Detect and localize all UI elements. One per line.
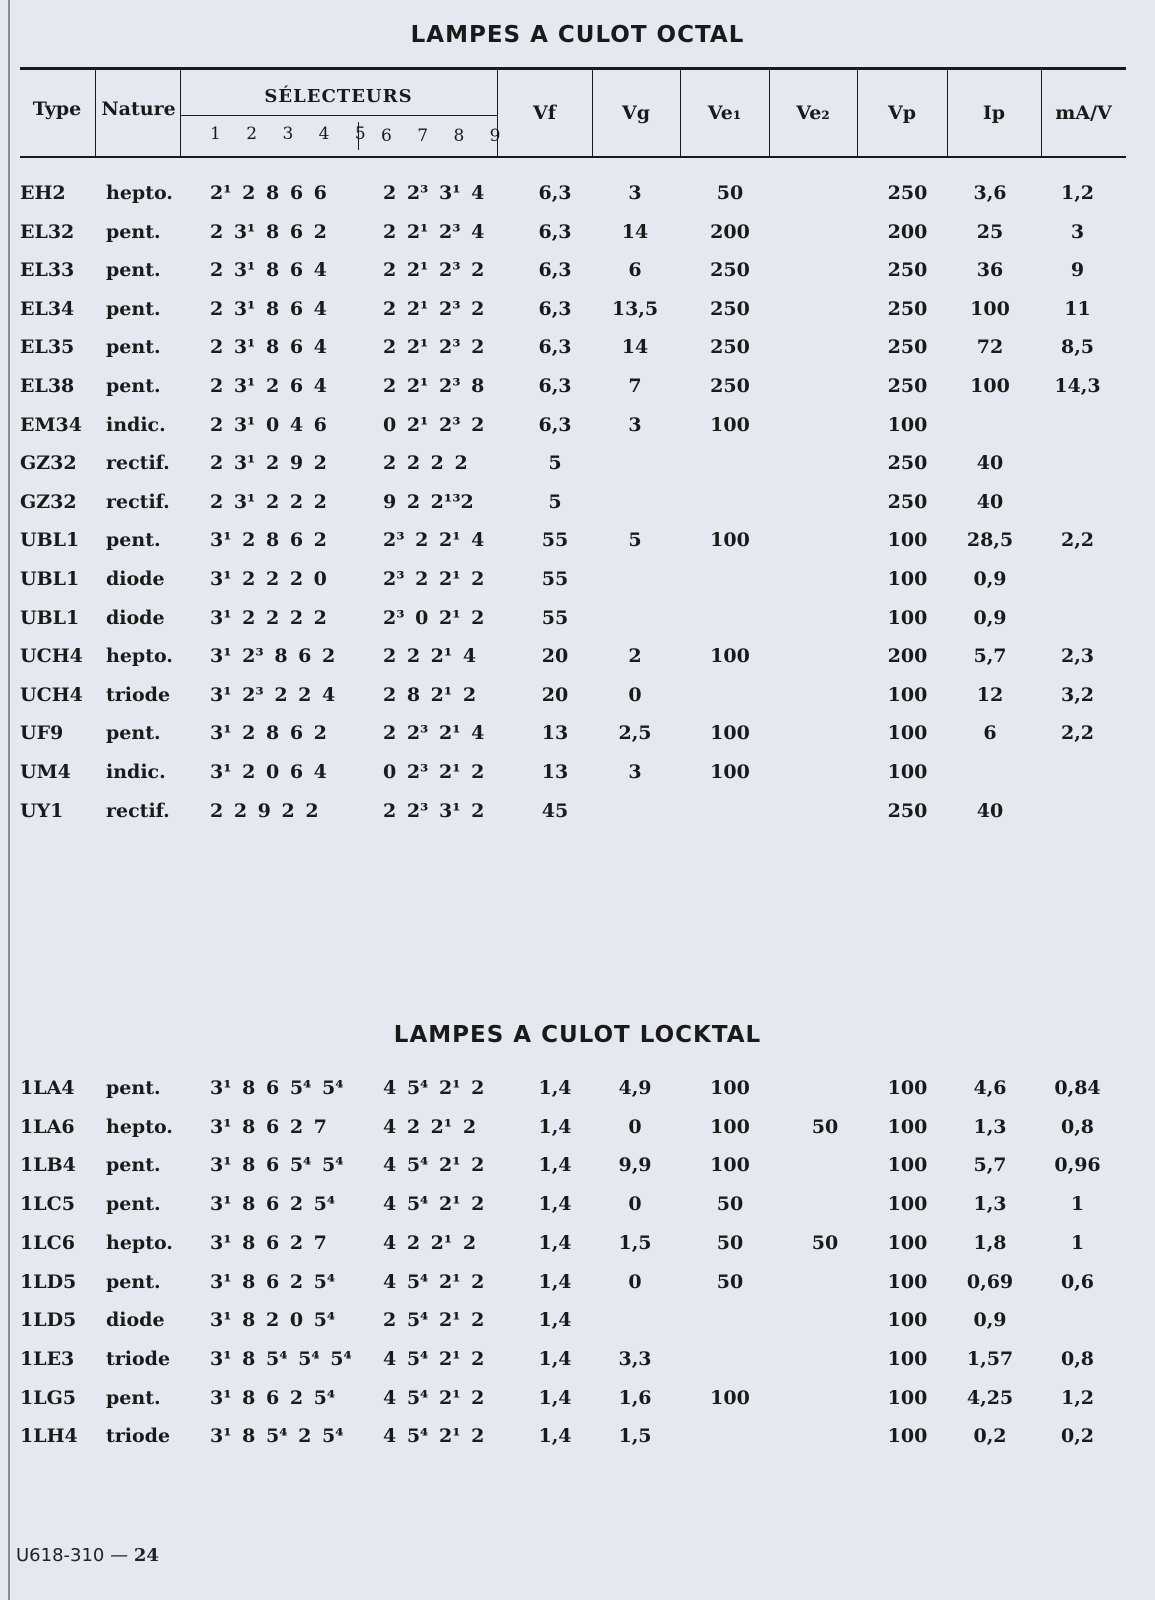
type-cell: 1LC5 xyxy=(20,1193,75,1216)
nature-cell: pent. xyxy=(106,259,161,282)
header-vg: Vg xyxy=(621,102,651,124)
ve1-cell: 200 xyxy=(710,220,750,243)
vg-cell: 0 xyxy=(628,1193,642,1216)
page-footer xyxy=(16,1545,159,1566)
ip-cell: 1,3 xyxy=(973,1115,1007,1138)
selecteurs-6-9-cell: 2³ 0 2¹ 2 xyxy=(383,606,485,629)
vf-cell: 13 xyxy=(541,761,569,783)
vf-cell: 6,3 xyxy=(538,336,572,359)
selecteurs-6-9-cell: 2 2³ 3¹ 4 xyxy=(383,182,485,204)
table-row xyxy=(0,488,1155,518)
selecteurs-1-5-cell: 3¹ 2 2 2 0 xyxy=(210,568,327,590)
mav-cell: 2,2 xyxy=(1060,529,1095,552)
vf-cell: 55 xyxy=(541,568,569,590)
table-row xyxy=(0,411,1155,441)
selecteurs-1-5-cell: 2 3¹ 8 6 4 xyxy=(210,297,327,320)
type-cell: UF9 xyxy=(20,722,64,745)
table-row xyxy=(0,1229,1155,1259)
mav-cell: 3,2 xyxy=(1060,683,1095,706)
mav-cell: 1,2 xyxy=(1060,1386,1095,1409)
mav-cell: 0,8 xyxy=(1060,1115,1095,1138)
vg-cell: 0 xyxy=(628,1115,642,1138)
vf-cell: 13 xyxy=(541,722,569,745)
ve1-cell: 250 xyxy=(710,297,750,320)
nature-cell: pent. xyxy=(106,375,161,397)
locktal-section-title: LAMPES A CULOT LOCKTAL xyxy=(393,1022,762,1048)
header-selecteurs-pins-1-5: 1 2 3 4 5 xyxy=(210,124,376,144)
table-row xyxy=(0,1345,1155,1375)
ve1-cell: 50 xyxy=(716,1193,744,1216)
type-cell: 1LH4 xyxy=(20,1425,78,1448)
nature-cell: rectif. xyxy=(106,452,170,475)
nature-cell: pent. xyxy=(106,1193,161,1216)
vf-cell: 6,3 xyxy=(538,297,572,320)
selecteurs-1-5-cell: 2 3¹ 8 6 4 xyxy=(210,259,327,282)
type-cell: EL32 xyxy=(20,220,75,243)
type-cell: 1LA6 xyxy=(20,1115,75,1138)
vg-cell: 9,9 xyxy=(618,1154,652,1177)
selecteurs-1-5-cell: 3¹ 8 6 2 5⁴ xyxy=(210,1270,336,1293)
ip-cell: 5,7 xyxy=(973,645,1007,668)
selecteurs-1-5-cell: 3¹ 8 6 2 5⁴ xyxy=(210,1193,336,1216)
type-cell: 1LD5 xyxy=(20,1309,77,1332)
vf-cell: 6,3 xyxy=(538,413,572,436)
nature-cell: pent. xyxy=(106,297,161,320)
mav-cell: 0,2 xyxy=(1060,1425,1095,1448)
ip-cell: 100 xyxy=(970,297,1010,320)
vf-cell: 1,4 xyxy=(538,1425,572,1448)
table-row xyxy=(0,179,1155,209)
selecteurs-1-5-cell: 3¹ 8 5⁴ 2 5⁴ xyxy=(210,1425,344,1448)
vf-cell: 6,3 xyxy=(538,220,572,243)
selecteurs-6-9-cell: 2 2¹ 2³ 2 xyxy=(383,336,485,359)
ip-cell: 72 xyxy=(976,336,1004,359)
vp-cell: 200 xyxy=(887,645,928,668)
vf-cell: 20 xyxy=(541,683,569,706)
vg-cell: 14 xyxy=(621,336,649,359)
vp-cell: 100 xyxy=(887,1309,928,1332)
table-row xyxy=(0,218,1155,248)
vg-cell: 4,9 xyxy=(618,1077,652,1099)
selecteurs-1-5-cell: 3¹ 8 6 2 5⁴ xyxy=(210,1386,336,1409)
selecteurs-1-5-cell: 3¹ 2 0 6 4 xyxy=(210,761,327,783)
ip-cell: 4,6 xyxy=(973,1077,1007,1099)
vf-cell: 1,4 xyxy=(538,1231,572,1254)
ve1-cell: 100 xyxy=(710,645,750,668)
selecteurs-1-5-cell: 3¹ 2 2 2 2 xyxy=(210,606,327,629)
vf-cell: 1,4 xyxy=(538,1270,572,1293)
type-cell: UBL1 xyxy=(20,568,80,590)
table-row xyxy=(0,1422,1155,1452)
type-cell: 1LG5 xyxy=(20,1386,77,1409)
ve1-cell: 100 xyxy=(710,529,750,552)
nature-cell: hepto. xyxy=(106,1231,173,1254)
vf-cell: 1,4 xyxy=(538,1154,572,1177)
selecteurs-1-5-cell: 3¹ 2³ 8 6 2 xyxy=(210,645,336,668)
vg-cell: 3 xyxy=(628,761,642,783)
table-row xyxy=(0,604,1155,634)
table-row xyxy=(0,333,1155,363)
selecteurs-6-9-cell: 4 5⁴ 2¹ 2 xyxy=(383,1270,485,1293)
header-type: Type xyxy=(32,98,82,120)
vg-cell: 0 xyxy=(628,1270,642,1293)
selecteurs-6-9-cell: 4 5⁴ 2¹ 2 xyxy=(383,1386,485,1409)
header-vp: Vp xyxy=(887,102,917,124)
ip-cell: 25 xyxy=(976,220,1004,243)
type-cell: UBL1 xyxy=(20,529,80,552)
mav-cell: 0,96 xyxy=(1054,1154,1101,1177)
nature-cell: diode xyxy=(106,606,165,629)
selecteurs-1-5-cell: 2 3¹ 8 6 4 xyxy=(210,336,327,359)
vp-cell: 250 xyxy=(887,490,928,513)
mav-cell: 1,2 xyxy=(1060,182,1095,204)
selecteurs-6-9-cell: 2 2¹ 2³ 2 xyxy=(383,297,485,320)
nature-cell: pent. xyxy=(106,336,161,359)
vg-cell: 2,5 xyxy=(618,722,652,745)
selecteurs-6-9-cell: 4 5⁴ 2¹ 2 xyxy=(383,1347,485,1370)
ip-cell: 3,6 xyxy=(973,182,1007,204)
selecteurs-6-9-cell: 2 2¹ 2³ 8 xyxy=(383,375,485,397)
vf-cell: 1,4 xyxy=(538,1077,572,1099)
vp-cell: 250 xyxy=(887,336,928,359)
table-row xyxy=(0,1151,1155,1181)
type-cell: EL35 xyxy=(20,336,75,359)
vp-cell: 100 xyxy=(887,1231,928,1254)
table-row xyxy=(0,797,1155,827)
type-cell: 1LB4 xyxy=(20,1154,76,1177)
vp-cell: 100 xyxy=(887,606,928,629)
vf-cell: 55 xyxy=(541,606,569,629)
mav-cell: 14,3 xyxy=(1054,375,1101,397)
ip-cell: 12 xyxy=(976,683,1004,706)
vp-cell: 100 xyxy=(887,722,928,745)
vg-cell: 1,6 xyxy=(618,1386,652,1409)
table-row xyxy=(0,681,1155,711)
vf-cell: 5 xyxy=(548,490,562,513)
vf-cell: 1,4 xyxy=(538,1193,572,1216)
vg-cell: 3 xyxy=(628,182,642,204)
nature-cell: hepto. xyxy=(106,182,173,204)
selecteurs-1-5-cell: 2 3¹ 8 6 2 xyxy=(210,220,327,243)
table-row xyxy=(0,256,1155,286)
type-cell: GZ32 xyxy=(20,490,77,513)
ip-cell: 0,9 xyxy=(973,606,1007,629)
header-selecteurs-pins-6-9: 6 7 8 9 xyxy=(381,126,511,146)
nature-cell: pent. xyxy=(106,1270,161,1293)
ve1-cell: 50 xyxy=(716,1270,744,1293)
ve1-cell: 50 xyxy=(716,1231,744,1254)
nature-cell: hepto. xyxy=(106,645,173,668)
vg-cell: 1,5 xyxy=(618,1425,652,1448)
vp-cell: 100 xyxy=(887,1270,928,1293)
vf-cell: 6,3 xyxy=(538,182,572,204)
ve1-cell: 50 xyxy=(716,182,744,204)
table-row xyxy=(0,565,1155,595)
ip-cell: 40 xyxy=(976,452,1004,475)
header-vf: Vf xyxy=(533,102,556,124)
page-number: 24 xyxy=(133,1545,159,1566)
selecteurs-1-5-cell: 3¹ 2 8 6 2 xyxy=(210,529,327,552)
table-row xyxy=(0,1113,1155,1143)
selecteurs-1-5-cell: 3¹ 8 5⁴ 5⁴ 5⁴ xyxy=(210,1347,352,1370)
type-cell: UBL1 xyxy=(20,606,80,629)
vp-cell: 250 xyxy=(887,259,928,282)
type-cell: 1LE3 xyxy=(20,1347,75,1370)
mav-cell: 9 xyxy=(1070,259,1085,282)
table-row xyxy=(0,719,1155,749)
mav-cell: 11 xyxy=(1064,297,1091,320)
ip-cell: 36 xyxy=(976,259,1004,282)
type-cell: UY1 xyxy=(20,799,64,822)
ve1-cell: 100 xyxy=(710,1386,750,1409)
type-cell: EL33 xyxy=(20,259,75,282)
vg-cell: 13,5 xyxy=(611,297,659,320)
header-selecteurs: SÉLECTEURS xyxy=(264,86,413,107)
ip-cell: 28,5 xyxy=(966,529,1014,552)
selecteurs-sub-rule xyxy=(180,115,497,116)
selecteurs-1-5-cell: 3¹ 2 8 6 2 xyxy=(210,722,327,745)
nature-cell: triode xyxy=(106,1425,171,1448)
selecteurs-6-9-cell: 4 5⁴ 2¹ 2 xyxy=(383,1193,485,1216)
ip-cell: 40 xyxy=(976,799,1004,822)
ip-cell: 100 xyxy=(970,375,1010,397)
vp-cell: 200 xyxy=(887,220,928,243)
type-cell: 1LC6 xyxy=(20,1231,75,1254)
vg-cell: 0 xyxy=(628,683,642,706)
type-cell: EL34 xyxy=(20,297,75,320)
selecteurs-6-9-cell: 0 2¹ 2³ 2 xyxy=(383,413,485,436)
vg-cell: 3,3 xyxy=(618,1347,652,1370)
vf-cell: 20 xyxy=(541,645,569,668)
table-row xyxy=(0,1268,1155,1298)
mav-cell: 1 xyxy=(1070,1193,1085,1216)
ip-cell: 0,9 xyxy=(973,568,1007,590)
selecteurs-1-5-cell: 2 3¹ 2 2 2 xyxy=(210,490,327,513)
selecteurs-1-5-cell: 3¹ 8 6 5⁴ 5⁴ xyxy=(210,1154,344,1177)
ve1-cell: 250 xyxy=(710,259,750,282)
ip-cell: 4,25 xyxy=(966,1386,1014,1409)
ip-cell: 1,57 xyxy=(966,1347,1014,1370)
selecteurs-6-9-cell: 2³ 2 2¹ 2 xyxy=(383,568,485,590)
ip-cell: 1,8 xyxy=(973,1231,1007,1254)
ve2-cell: 50 xyxy=(811,1115,839,1138)
selecteurs-6-9-cell: 9 2 2¹³2 xyxy=(383,490,474,513)
selecteurs-1-5-cell: 3¹ 2³ 2 2 4 xyxy=(210,683,336,706)
vg-cell: 5 xyxy=(628,529,642,552)
selecteurs-6-9-cell: 4 2 2¹ 2 xyxy=(383,1231,477,1254)
selecteurs-6-9-cell: 4 5⁴ 2¹ 2 xyxy=(383,1077,485,1099)
vp-cell: 100 xyxy=(887,1193,928,1216)
ip-cell: 0,69 xyxy=(966,1270,1014,1293)
mav-cell: 0,8 xyxy=(1060,1347,1095,1370)
nature-cell: diode xyxy=(106,568,165,590)
selecteurs-6-9-cell: 2 5⁴ 2¹ 2 xyxy=(383,1309,485,1332)
ve1-cell: 100 xyxy=(710,1077,750,1099)
table-row xyxy=(0,642,1155,672)
ip-cell: 6 xyxy=(983,722,997,745)
vf-cell: 1,4 xyxy=(538,1115,572,1138)
vg-cell: 14 xyxy=(621,220,649,243)
vf-cell: 45 xyxy=(541,799,569,822)
mav-cell: 2,2 xyxy=(1060,722,1095,745)
vp-cell: 100 xyxy=(887,568,928,590)
type-cell: 1LD5 xyxy=(20,1270,77,1293)
selecteurs-1-5-cell: 3¹ 8 2 0 5⁴ xyxy=(210,1309,336,1332)
selecteurs-6-9-cell: 0 2³ 2¹ 2 xyxy=(383,761,485,783)
ve1-cell: 250 xyxy=(710,336,750,359)
vp-cell: 100 xyxy=(887,1425,928,1448)
vg-cell: 7 xyxy=(628,375,642,397)
selecteurs-6-9-cell: 2 2¹ 2³ 2 xyxy=(383,259,485,282)
ip-cell: 40 xyxy=(976,490,1004,513)
table-row xyxy=(0,1074,1155,1104)
vp-cell: 100 xyxy=(887,1077,928,1099)
vp-cell: 250 xyxy=(887,182,928,204)
selecteurs-1-5-cell: 2 3¹ 0 4 6 xyxy=(210,413,327,436)
ip-cell: 1,3 xyxy=(973,1193,1007,1216)
header-mav: mA/V xyxy=(1055,102,1112,124)
selecteurs-1-5-cell: 2 3¹ 2 6 4 xyxy=(210,375,327,397)
table-row xyxy=(0,526,1155,556)
vp-cell: 100 xyxy=(887,1386,928,1409)
selecteurs-1-5-cell: 2¹ 2 8 6 6 xyxy=(210,182,327,204)
selecteurs-6-9-cell: 2³ 2 2¹ 4 xyxy=(383,529,485,552)
ve1-cell: 100 xyxy=(710,413,750,436)
vp-cell: 100 xyxy=(887,761,928,783)
nature-cell: indic. xyxy=(106,413,166,436)
ve1-cell: 100 xyxy=(710,761,750,783)
nature-cell: pent. xyxy=(106,1386,161,1409)
table-row xyxy=(0,372,1155,402)
vp-cell: 250 xyxy=(887,297,928,320)
mav-cell: 0,6 xyxy=(1060,1270,1095,1293)
nature-cell: rectif. xyxy=(106,490,170,513)
vp-cell: 250 xyxy=(887,799,928,822)
selecteurs-1-5-cell: 2 2 9 2 2 xyxy=(210,799,319,822)
table-row xyxy=(0,758,1155,788)
vg-cell: 3 xyxy=(628,413,642,436)
ve2-cell: 50 xyxy=(811,1231,839,1254)
selecteurs-1-5-cell: 2 3¹ 2 9 2 xyxy=(210,452,327,475)
mav-cell: 2,3 xyxy=(1060,645,1095,668)
nature-cell: pent. xyxy=(106,1154,161,1177)
type-cell: UCH4 xyxy=(20,683,83,706)
ve1-cell: 100 xyxy=(710,722,750,745)
vg-cell: 2 xyxy=(628,645,642,668)
selecteurs-6-9-cell: 2 8 2¹ 2 xyxy=(383,683,477,706)
vf-cell: 5 xyxy=(548,452,562,475)
mav-cell: 3 xyxy=(1070,220,1085,243)
ip-cell: 0,2 xyxy=(973,1425,1007,1448)
ip-cell: 5,7 xyxy=(973,1154,1007,1177)
vp-cell: 100 xyxy=(887,683,928,706)
vp-cell: 250 xyxy=(887,452,928,475)
document-code: U618-310 — xyxy=(16,1545,129,1566)
vf-cell: 55 xyxy=(541,529,569,552)
vp-cell: 100 xyxy=(887,529,928,552)
mav-cell: 0,84 xyxy=(1054,1077,1101,1099)
type-cell: EH2 xyxy=(20,182,66,204)
nature-cell: pent. xyxy=(106,220,161,243)
selecteurs-6-9-cell: 2 2¹ 2³ 4 xyxy=(383,220,485,243)
ip-cell: 0,9 xyxy=(973,1309,1007,1332)
vg-cell: 6 xyxy=(628,259,642,282)
vg-cell: 1,5 xyxy=(618,1231,652,1254)
vp-cell: 100 xyxy=(887,1154,928,1177)
ve1-cell: 100 xyxy=(710,1154,750,1177)
table-row xyxy=(0,1190,1155,1220)
header-divider xyxy=(180,70,181,156)
selecteurs-6-9-cell: 2 2³ 3¹ 2 xyxy=(383,799,485,822)
selecteurs-1-5-cell: 3¹ 8 6 2 7 xyxy=(210,1231,327,1254)
type-cell: GZ32 xyxy=(20,452,77,475)
nature-cell: indic. xyxy=(106,761,166,783)
header-nature: Nature xyxy=(101,98,176,120)
vp-cell: 100 xyxy=(887,413,928,436)
header-bottom-rule xyxy=(20,156,1126,158)
vf-cell: 6,3 xyxy=(538,259,572,282)
header-ve1: Ve₁ xyxy=(707,102,742,124)
nature-cell: diode xyxy=(106,1309,165,1332)
table-row xyxy=(0,1306,1155,1336)
header-ve2: Ve₂ xyxy=(796,102,830,124)
header-ip: Ip xyxy=(982,102,1006,124)
type-cell: EL38 xyxy=(20,375,75,397)
selecteurs-6-9-cell: 4 5⁴ 2¹ 2 xyxy=(383,1425,485,1448)
nature-cell: triode xyxy=(106,683,171,706)
ve1-cell: 250 xyxy=(710,375,750,397)
vf-cell: 6,3 xyxy=(538,375,572,397)
nature-cell: rectif. xyxy=(106,799,170,822)
type-cell: EM34 xyxy=(20,413,82,436)
mav-cell: 8,5 xyxy=(1060,336,1095,359)
nature-cell: triode xyxy=(106,1347,171,1370)
table-row xyxy=(0,295,1155,325)
header-top-rule xyxy=(20,67,1126,70)
table-row xyxy=(0,449,1155,479)
selecteurs-1-5-cell: 3¹ 8 6 2 7 xyxy=(210,1115,327,1138)
selecteurs-6-9-cell: 2 2³ 2¹ 4 xyxy=(383,722,485,745)
type-cell: UCH4 xyxy=(20,645,83,668)
nature-cell: pent. xyxy=(106,529,161,552)
selecteurs-1-5-cell: 3¹ 8 6 5⁴ 5⁴ xyxy=(210,1077,344,1099)
type-cell: 1LA4 xyxy=(20,1077,75,1099)
nature-cell: pent. xyxy=(106,722,161,745)
selecteurs-6-9-cell: 4 2 2¹ 2 xyxy=(383,1115,477,1138)
vp-cell: 100 xyxy=(887,1347,928,1370)
mav-cell: 1 xyxy=(1070,1231,1085,1254)
nature-cell: hepto. xyxy=(106,1115,173,1138)
table-row xyxy=(0,1384,1155,1414)
vp-cell: 250 xyxy=(887,375,928,397)
type-cell: UM4 xyxy=(20,761,71,783)
octal-section-title: LAMPES A CULOT OCTAL xyxy=(410,22,745,48)
nature-cell: pent. xyxy=(106,1077,161,1099)
selecteurs-6-9-cell: 2 2 2 2 xyxy=(383,452,468,475)
selecteurs-6-9-cell: 4 5⁴ 2¹ 2 xyxy=(383,1154,485,1177)
header-divider xyxy=(95,70,96,156)
ve1-cell: 100 xyxy=(710,1115,750,1138)
vf-cell: 1,4 xyxy=(538,1347,572,1370)
vp-cell: 100 xyxy=(887,1115,928,1138)
selecteurs-6-9-cell: 2 2 2¹ 4 xyxy=(383,645,477,668)
vf-cell: 1,4 xyxy=(538,1386,572,1409)
vf-cell: 1,4 xyxy=(538,1309,572,1332)
